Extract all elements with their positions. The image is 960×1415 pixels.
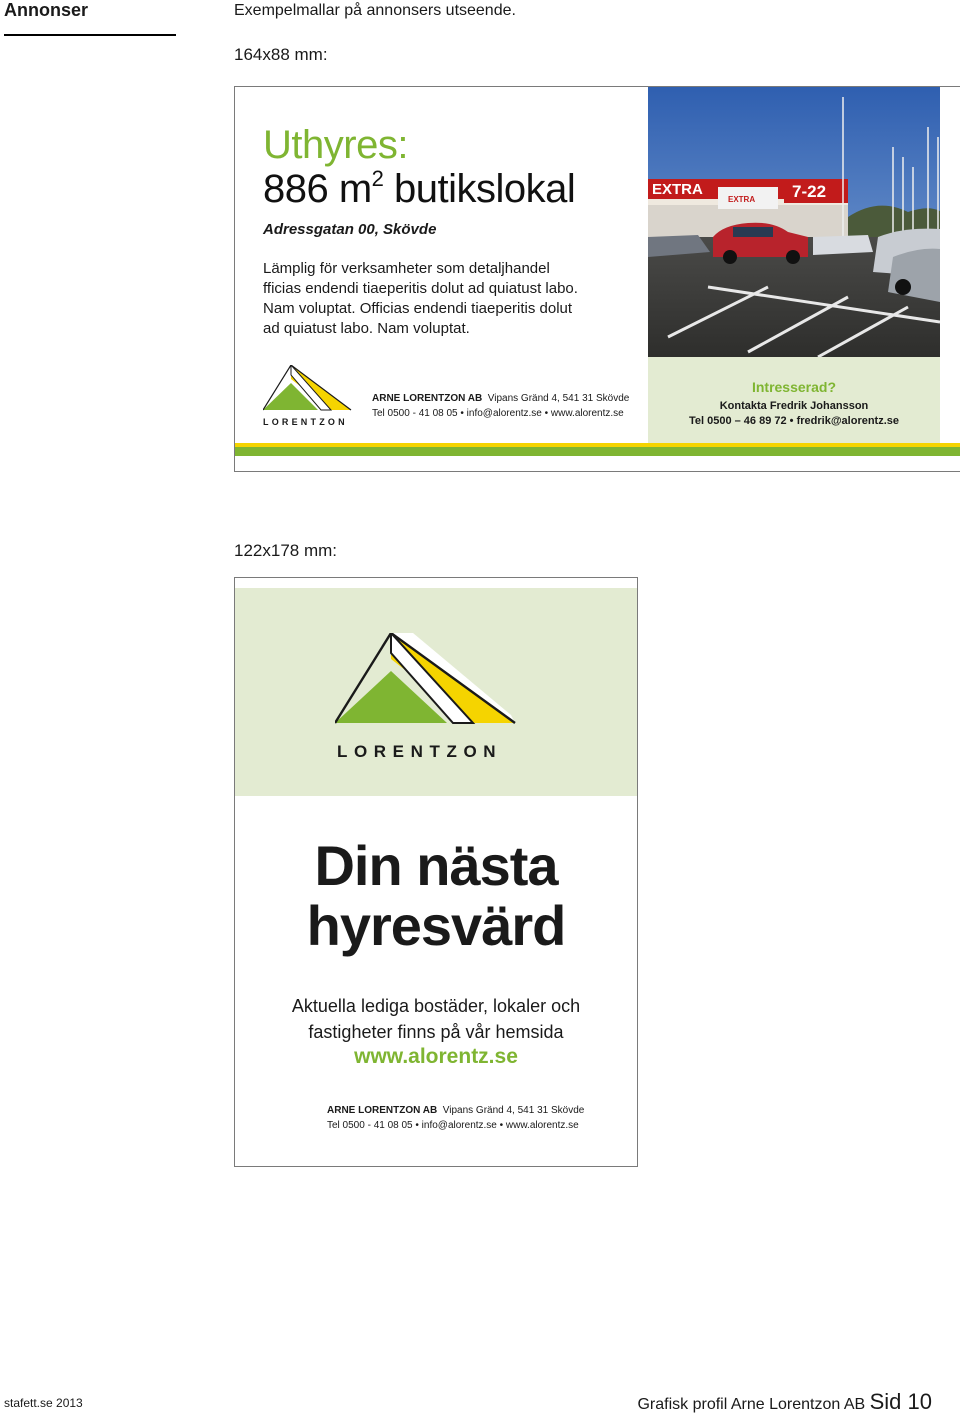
ad2-size-label: 122x178 mm: bbox=[234, 541, 337, 560]
photo-sign-extra-small: EXTRA bbox=[728, 195, 756, 204]
logo-wordmark: LORENTZON bbox=[263, 417, 348, 427]
footer-left: stafett.se 2013 bbox=[4, 1396, 83, 1410]
photo-sign-extra: EXTRA bbox=[652, 181, 703, 198]
ad-portrait bbox=[234, 577, 638, 1167]
ad2-website-link[interactable]: www.alorentz.se bbox=[354, 1045, 518, 1068]
section-underline bbox=[4, 34, 176, 36]
ad1-title-line1: Uthyres: bbox=[263, 123, 408, 167]
lorentzon-logo bbox=[263, 365, 355, 431]
ad1-address: Adressgatan 00, Skövde bbox=[263, 221, 437, 238]
ad2-description: Aktuella lediga bostäder, lokaler och fastigheter finns på vår hemsida bbox=[291, 996, 581, 1042]
ad2-logo-panel bbox=[235, 588, 637, 796]
ad1-bottom-band bbox=[235, 357, 960, 465]
ad2-headline: Din nästa hyresvärd bbox=[306, 834, 566, 957]
storefront-photo bbox=[648, 87, 940, 357]
ad1-company-info: ARNE LORENTZON AB Vipans Gränd 4, 541 31 Skövde Tel 0500 - 41 08 05 • info@alorentz.se • www.alorentz.se bbox=[372, 393, 630, 419]
lorentzon-logo bbox=[335, 633, 530, 763]
ad-landscape bbox=[234, 86, 960, 472]
photo-sign-7-22: 7-22 bbox=[792, 182, 827, 201]
footer-right: Grafisk profil Arne Lorentzon AB Sid 10 bbox=[637, 1389, 932, 1414]
page-intro: Exempelmallar på annonsers utseende. bbox=[234, 2, 516, 19]
logo-wordmark: LORENTZON bbox=[337, 742, 503, 761]
ad1-size-label: 164x88 mm: bbox=[234, 45, 328, 64]
contact-info: Kontakta Fredrik Johansson Tel 0500 – 46 89 72 • fredrik@alorentz.se bbox=[688, 400, 900, 427]
ad1-body-text: Lämplig för verksamheter som detaljhandel fficias endendi tiaeperitis dolut ad quiatust labo. Nam voluptat. Officias endendi tiaeperitis dolut ad quiatust labo. Nam voluptat. bbox=[263, 260, 578, 337]
green-stripe bbox=[235, 447, 960, 456]
section-title: Annonser bbox=[4, 0, 89, 20]
interested-heading: Intresserad? bbox=[751, 379, 837, 395]
ad2-company-info: ARNE LORENTZON AB Vipans Gränd 4, 541 31 Skövde Tel 0500 - 41 08 05 • info@alorentz.se • www.alorentz.se bbox=[327, 1105, 585, 1131]
ad1-title-line2: 886 $m^2$ butikslokal bbox=[263, 165, 576, 211]
page-number: Sid 10 bbox=[869, 1389, 932, 1414]
